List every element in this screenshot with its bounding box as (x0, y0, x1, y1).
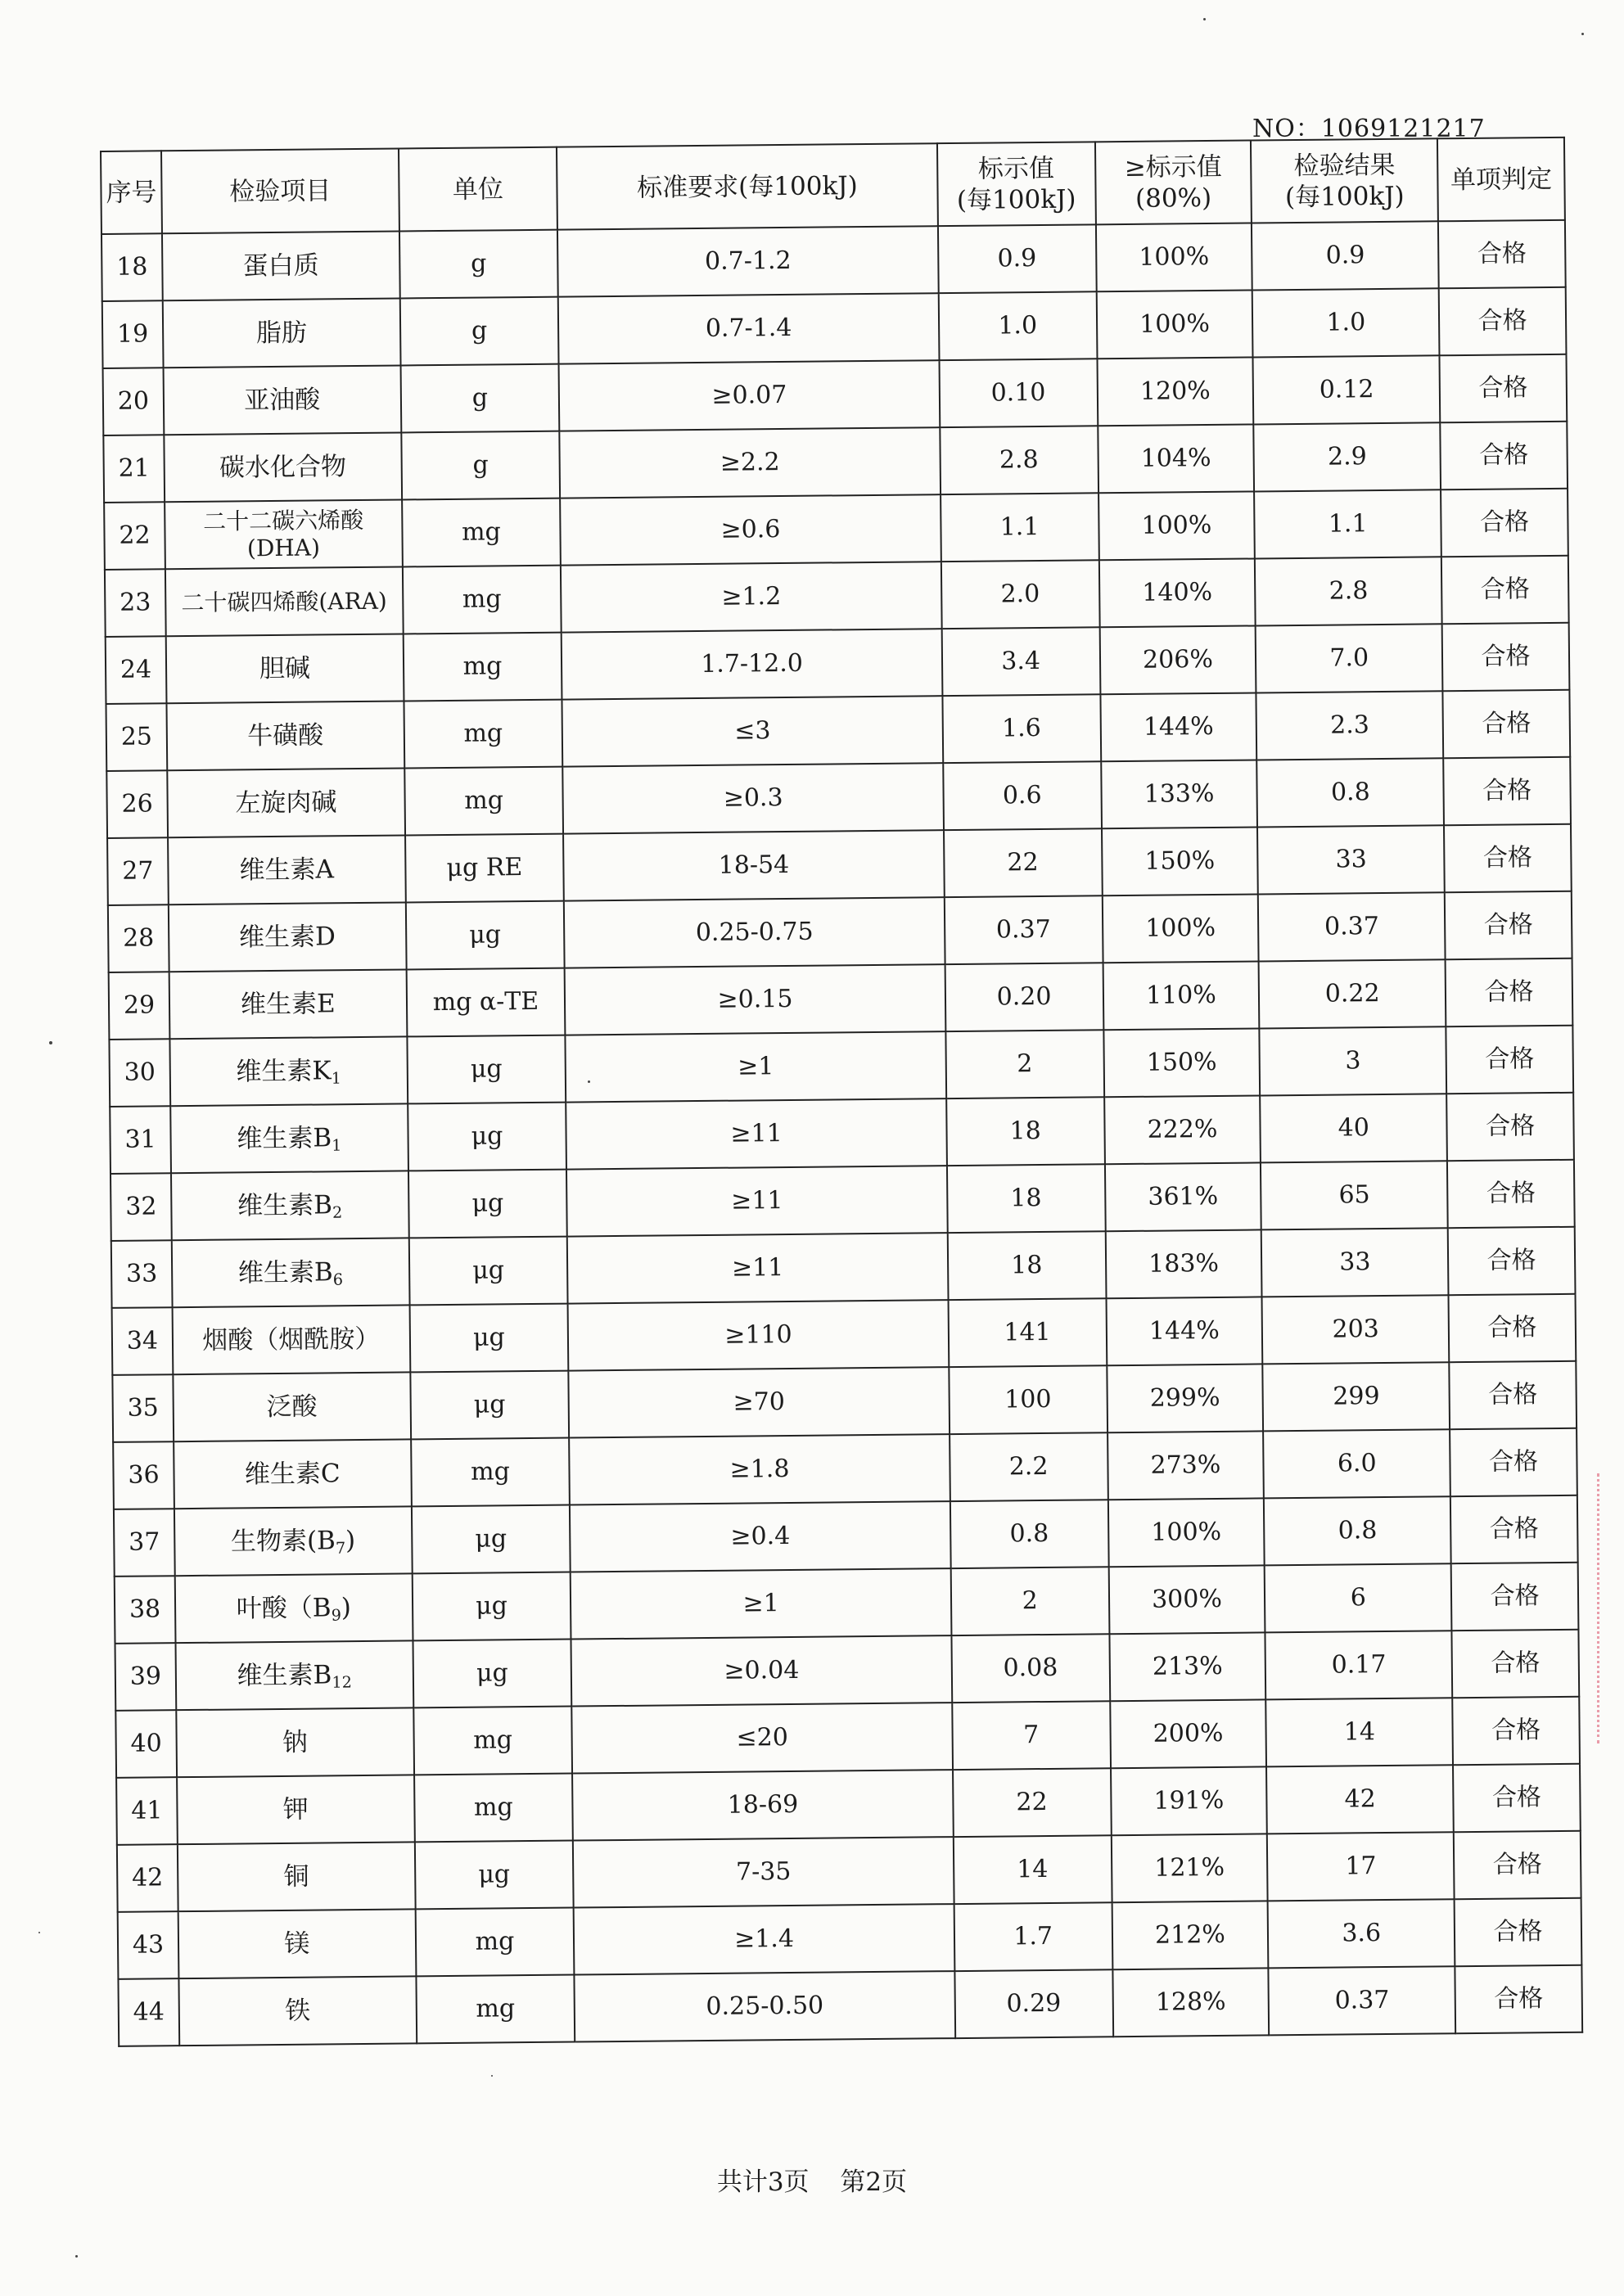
standard-requirement: ≥1.2 (561, 562, 941, 632)
percent-of-label: 191% (1111, 1766, 1268, 1835)
standard-requirement: ≤3 (562, 696, 943, 766)
item-label: 维生素C (244, 1459, 341, 1490)
label-value: 22 (953, 1768, 1112, 1837)
test-result: 6.0 (1263, 1429, 1450, 1498)
row-number: 21 (103, 435, 165, 503)
header-unit: 单位 (399, 147, 558, 232)
test-result: 33 (1257, 825, 1445, 894)
item-name (166, 701, 404, 770)
unit: μg (413, 1640, 572, 1708)
verdict: 合格 (1448, 1227, 1576, 1295)
label-value: 0.10 (939, 359, 1098, 427)
standard-requirement: 0.25-0.50 (575, 1971, 955, 2041)
standard-requirement: 18-54 (563, 830, 944, 900)
unit: mg (403, 633, 562, 701)
verdict: 合格 (1445, 891, 1572, 959)
percent-of-label: 110% (1103, 961, 1260, 1030)
percent-of-label: 300% (1108, 1565, 1265, 1634)
item-subscript: 9 (331, 1605, 342, 1625)
percent-of-label: 206% (1099, 625, 1256, 694)
percent-of-label: 213% (1109, 1632, 1266, 1701)
item-name (178, 1842, 415, 1911)
item-label: 脂肪 (255, 318, 308, 349)
label-value: 2 (950, 1567, 1109, 1635)
percent-of-label: 183% (1105, 1229, 1262, 1298)
item-subscript: 6 (332, 1270, 344, 1289)
verdict: 合格 (1441, 556, 1569, 624)
row-number: 38 (115, 1576, 176, 1644)
test-result: 0.12 (1253, 355, 1441, 424)
percent-of-label: 144% (1106, 1297, 1263, 1365)
percent-of-label: 299% (1107, 1364, 1264, 1432)
verdict: 合格 (1441, 489, 1568, 557)
percent-of-label: 104% (1098, 424, 1255, 493)
row-number: 40 (115, 1710, 177, 1778)
standard-requirement: ≥2.2 (560, 427, 941, 498)
item-label: 二十碳四烯酸(ARA) (181, 587, 387, 616)
verdict: 合格 (1444, 824, 1572, 892)
item-subscript: 2 (332, 1202, 343, 1222)
test-result: 0.17 (1265, 1631, 1453, 1699)
header-result: 检验结果 (每100kJ) (1251, 138, 1438, 223)
percent-of-label: 150% (1102, 827, 1259, 895)
test-result: 14 (1266, 1698, 1454, 1766)
test-result: 40 (1261, 1094, 1448, 1162)
item-name (178, 1976, 416, 2046)
test-result: 0.22 (1259, 959, 1446, 1028)
unit: μg (414, 1841, 574, 1910)
verdict: 合格 (1455, 1898, 1582, 1966)
row-number: 41 (116, 1777, 178, 1845)
table-body (102, 220, 1582, 2046)
percent-of-label: 121% (1111, 1834, 1268, 1902)
row-number: 30 (109, 1039, 170, 1107)
item-subscript: 1 (331, 1068, 341, 1088)
item-label: 生物素(B (230, 1526, 336, 1557)
item-name (178, 1909, 416, 1978)
unit: mg (415, 1908, 575, 1977)
test-result: 3.6 (1268, 1899, 1455, 1968)
verdict: 合格 (1440, 422, 1568, 489)
unit: mg (416, 1975, 575, 2044)
item-name (169, 1036, 407, 1106)
label-value: 0.08 (951, 1634, 1110, 1703)
unit: mg (414, 1774, 574, 1843)
scan-speck (1581, 33, 1584, 35)
item-label: 泛酸 (266, 1392, 318, 1423)
item-label: 铜 (283, 1861, 309, 1892)
current-page: 第2页 (840, 2167, 908, 2197)
row-number: 33 (111, 1240, 173, 1308)
label-value: 1.7 (954, 1902, 1112, 1971)
standard-requirement: ≤20 (572, 1703, 953, 1773)
unit: mg (413, 1707, 573, 1775)
unit: g (401, 431, 561, 500)
unit: mg (402, 566, 562, 634)
standard-requirement: ≥0.15 (565, 964, 945, 1035)
row-number: 23 (105, 569, 166, 637)
standard-requirement: ≥11 (567, 1233, 948, 1303)
item-name (175, 1640, 413, 1710)
standard-requirement: 0.7-1.2 (557, 226, 938, 296)
verdict: 合格 (1449, 1294, 1577, 1362)
verdict: 合格 (1452, 1630, 1580, 1698)
standard-requirement: ≥0.07 (559, 360, 940, 431)
percent-of-label: 273% (1107, 1431, 1265, 1500)
verdict: 合格 (1452, 1697, 1580, 1765)
label-value: 0.29 (954, 1969, 1113, 2038)
standard-requirement: ≥1 (566, 1031, 946, 1102)
test-result: 0.37 (1258, 892, 1446, 961)
percent-of-label: 140% (1098, 558, 1256, 627)
label-value: 1.1 (941, 493, 1099, 562)
verdict: 合格 (1446, 1093, 1574, 1161)
scan-speck (75, 2255, 78, 2258)
standard-requirement: ≥1 (571, 1568, 951, 1639)
item-label: 左旋肉碱 (235, 787, 337, 819)
header-label-value: 标示值 (每100kJ) (937, 142, 1096, 226)
test-result: 1.1 (1254, 489, 1441, 558)
verdict: 合格 (1439, 287, 1567, 355)
label-value: 0.9 (938, 224, 1097, 293)
unit: mg (404, 767, 564, 836)
row-number: 32 (111, 1173, 172, 1241)
row-number: 27 (107, 837, 169, 905)
unit: g (400, 364, 560, 433)
percent-of-label: 100% (1107, 1498, 1265, 1567)
label-value: 2.0 (941, 560, 1100, 629)
verdict: 合格 (1443, 757, 1571, 825)
item-name (168, 835, 405, 904)
unit: mg (402, 498, 562, 567)
verdict: 合格 (1440, 354, 1568, 422)
label-value: 0.6 (943, 761, 1102, 830)
unit: μg RE (405, 834, 565, 903)
header-item: 检验项目 (161, 149, 399, 234)
item-suffix: ) (341, 1593, 352, 1623)
item-label: 维生素D (238, 922, 336, 953)
test-result: 2.3 (1256, 691, 1444, 760)
item-name (162, 231, 399, 300)
table-row (118, 1965, 1582, 2046)
item-subscript: 1 (332, 1135, 342, 1155)
scan-speck (38, 1932, 40, 1933)
percent-of-label: 222% (1104, 1095, 1261, 1164)
unit: g (399, 297, 559, 366)
label-value: 100 (949, 1365, 1107, 1434)
item-name (174, 1439, 411, 1509)
item-label: 二十二碳六烯酸 (DHA) (202, 506, 364, 562)
item-name (176, 1707, 413, 1777)
percent-of-label: 144% (1100, 692, 1257, 761)
item-suffix: ) (345, 1526, 356, 1556)
unit: mg (404, 700, 563, 769)
table-header-row (101, 138, 1565, 234)
label-value: 0.8 (950, 1500, 1109, 1568)
unit: μg (412, 1572, 571, 1641)
item-name (169, 902, 406, 972)
row-number: 39 (115, 1643, 177, 1711)
label-value: 1.0 (938, 291, 1097, 360)
row-number: 31 (110, 1106, 171, 1174)
item-label: 维生素B (237, 1190, 333, 1221)
row-number: 35 (112, 1374, 174, 1442)
standard-requirement: ≥0.04 (571, 1635, 952, 1706)
unit: μg (410, 1371, 570, 1440)
item-name (166, 634, 404, 703)
label-value: 2.8 (940, 426, 1098, 494)
unit: μg (409, 1304, 569, 1373)
unit: g (399, 230, 559, 299)
verdict: 合格 (1455, 1965, 1583, 2033)
unit: μg (408, 1237, 568, 1306)
standard-requirement: ≥11 (566, 1166, 947, 1236)
item-name (175, 1573, 413, 1643)
verdict: 合格 (1450, 1428, 1577, 1496)
standard-requirement: 18-69 (572, 1770, 953, 1840)
standard-requirement: 0.25-0.75 (564, 897, 945, 968)
item-label: 蛋白质 (242, 250, 319, 282)
standard-requirement: ≥0.3 (563, 763, 944, 833)
scan-speck (491, 2075, 493, 2077)
test-result: 3 (1260, 1026, 1447, 1095)
row-number: 44 (118, 1978, 179, 2046)
standard-requirement: ≥0.6 (560, 494, 941, 565)
row-number: 29 (109, 972, 170, 1040)
item-name (170, 1103, 408, 1173)
test-result: 1.0 (1252, 288, 1440, 357)
row-number: 19 (102, 300, 164, 368)
label-value: 2 (945, 1030, 1104, 1098)
item-label: 维生素B (237, 1257, 333, 1288)
percent-of-label: 100% (1096, 290, 1253, 359)
item-label: 维生素A (239, 855, 335, 886)
standard-requirement: 7-35 (573, 1837, 954, 1907)
item-name (173, 1372, 410, 1441)
test-result: 7.0 (1256, 624, 1443, 692)
test-result: 0.8 (1264, 1496, 1451, 1565)
item-name (171, 1171, 408, 1240)
row-number: 20 (103, 368, 165, 435)
percent-of-label: 120% (1097, 357, 1254, 426)
verdict: 合格 (1446, 959, 1573, 1026)
label-value: 18 (947, 1164, 1106, 1233)
test-result: 0.9 (1252, 221, 1439, 290)
item-label: 维生素E (240, 989, 336, 1020)
header-percent: ≥标示值 (80%) (1095, 140, 1252, 224)
row-number: 37 (114, 1509, 175, 1577)
item-name (172, 1238, 409, 1307)
verdict: 合格 (1450, 1495, 1578, 1563)
percent-of-label: 212% (1112, 1901, 1269, 1969)
verdict: 合格 (1447, 1160, 1575, 1228)
red-stamp-edge (1597, 1473, 1624, 1743)
row-number: 26 (106, 770, 168, 838)
standard-requirement: ≥1.8 (569, 1434, 950, 1504)
inspection-table (100, 137, 1583, 2047)
total-pages: 共计3页 (716, 2167, 810, 2197)
test-result: 6 (1265, 1563, 1452, 1632)
standard-requirement: ≥110 (568, 1300, 949, 1370)
label-value: 14 (954, 1835, 1112, 1904)
standard-requirement: 0.7-1.4 (558, 293, 939, 363)
unit: μg (405, 901, 565, 970)
unit: μg (408, 1170, 568, 1238)
label-value: 0.20 (945, 963, 1103, 1031)
test-result: 42 (1266, 1765, 1454, 1834)
verdict: 合格 (1451, 1563, 1579, 1631)
item-label: 镁 (284, 1928, 310, 1959)
verdict: 合格 (1442, 623, 1570, 691)
verdict: 合格 (1443, 690, 1571, 758)
scan-speck (1203, 18, 1206, 20)
item-label: 叶酸（B (236, 1593, 332, 1624)
verdict: 合格 (1438, 220, 1566, 288)
item-label: 烟酸（烟酰胺） (202, 1324, 381, 1355)
page-footer (0, 2161, 1624, 2198)
percent-of-label: 128% (1112, 1968, 1270, 2037)
label-value: 3.4 (941, 627, 1100, 696)
test-result: 203 (1262, 1295, 1450, 1364)
label-value: 2.2 (950, 1432, 1108, 1501)
row-number: 24 (106, 636, 167, 704)
item-label: 胆碱 (259, 653, 311, 684)
item-label: 维生素B (237, 1660, 332, 1691)
item-name (163, 298, 400, 368)
item-subscript: 7 (335, 1538, 346, 1558)
standard-requirement: ≥70 (569, 1367, 950, 1437)
test-result: 0.8 (1257, 758, 1445, 827)
item-label: 维生素B (237, 1123, 332, 1154)
unit: μg (412, 1505, 571, 1574)
row-number: 25 (106, 703, 167, 771)
row-number: 36 (113, 1441, 174, 1509)
label-value: 1.6 (942, 694, 1101, 763)
percent-of-label: 100% (1102, 894, 1259, 963)
item-label: 钠 (282, 1727, 309, 1757)
percent-of-label: 100% (1098, 491, 1256, 560)
header-no: 序号 (101, 151, 162, 234)
item-name (167, 768, 404, 837)
item-label: 维生素K (236, 1056, 332, 1087)
test-result: 0.37 (1269, 1966, 1456, 2035)
test-result: 2.9 (1254, 422, 1441, 491)
percent-of-label: 100% (1095, 223, 1252, 291)
unit: mg α-TE (406, 968, 566, 1037)
item-label: 铁 (284, 1996, 311, 2026)
label-value: 0.37 (945, 895, 1103, 964)
item-label: 钾 (282, 1794, 309, 1825)
item-label: 亚油酸 (244, 385, 321, 416)
unit: μg (408, 1103, 567, 1171)
test-result: 33 (1261, 1228, 1449, 1297)
label-value: 141 (948, 1298, 1107, 1367)
item-name (164, 432, 401, 502)
scan-speck (588, 1080, 590, 1083)
item-label: 碳水化合物 (219, 452, 347, 483)
item-name (164, 365, 401, 435)
item-subscript: 12 (332, 1672, 352, 1692)
row-number: 28 (108, 904, 169, 972)
standard-requirement: 1.7-12.0 (562, 629, 942, 699)
verdict: 合格 (1453, 1764, 1581, 1832)
percent-of-label: 200% (1110, 1699, 1267, 1768)
test-result: 299 (1263, 1362, 1450, 1431)
unit: μg (407, 1035, 566, 1104)
label-value: 7 (952, 1701, 1111, 1770)
item-name (165, 499, 402, 569)
standard-requirement: ≥1.4 (574, 1904, 954, 1974)
item-name (165, 566, 403, 636)
item-name (174, 1506, 412, 1576)
standard-requirement: ≥0.4 (570, 1501, 950, 1572)
row-number: 18 (102, 233, 163, 301)
unit: mg (411, 1438, 571, 1507)
header-standard: 标准要求(每100kJ) (557, 143, 937, 229)
row-number: 34 (112, 1307, 174, 1375)
label-value: 22 (944, 828, 1103, 897)
header-verdict: 单项判定 (1437, 138, 1565, 221)
test-result: 17 (1267, 1832, 1455, 1901)
label-value: 18 (947, 1231, 1106, 1300)
scan-speck (49, 1041, 52, 1044)
percent-of-label: 133% (1101, 760, 1258, 828)
verdict: 合格 (1454, 1831, 1581, 1899)
item-name (173, 1305, 410, 1374)
report-number: NO：1069121217 (1252, 115, 1486, 143)
test-result: 2.8 (1255, 557, 1442, 625)
test-result: 65 (1261, 1161, 1448, 1229)
verdict: 合格 (1449, 1361, 1577, 1429)
percent-of-label: 150% (1103, 1028, 1261, 1097)
percent-of-label: 361% (1104, 1162, 1261, 1231)
row-number: 42 (117, 1844, 178, 1912)
row-number: 22 (104, 502, 165, 570)
row-number: 43 (118, 1911, 179, 1979)
label-value: 18 (946, 1097, 1105, 1166)
verdict: 合格 (1446, 1026, 1574, 1094)
item-label: 牛磺酸 (246, 720, 324, 751)
item-name (169, 969, 407, 1039)
item-name (177, 1775, 414, 1844)
standard-requirement: ≥11 (566, 1098, 947, 1169)
